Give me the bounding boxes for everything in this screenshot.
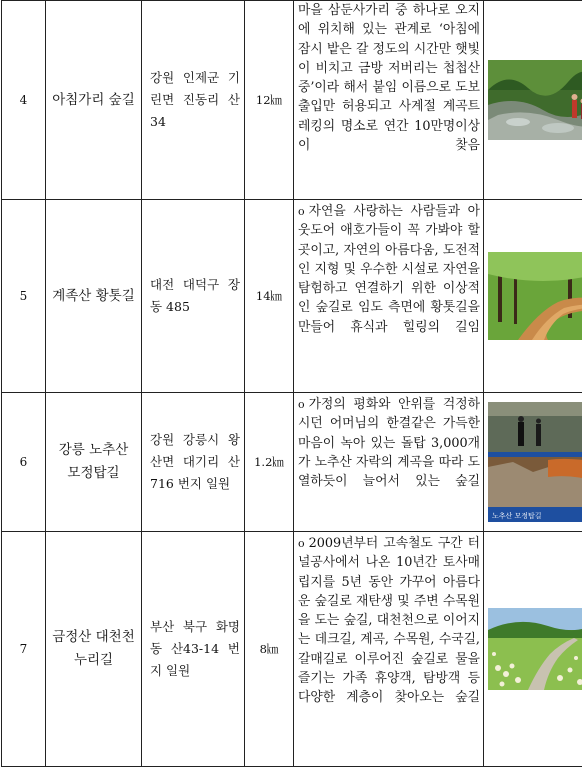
trail-address: 대전 대덕구 장동 485 bbox=[142, 200, 245, 393]
forest-valley-hikers-photo bbox=[484, 1, 582, 200]
trail-address: 강원 인제군 기린면 진동리 산 34 bbox=[142, 1, 245, 200]
trail-table bbox=[1, 0, 582, 767]
trail-description-text: 가정의 평화와 안위를 걱정하시던 어머님의 한결같은 가득한 마음이 녹아 있는 돌탑 3,000개가 노추산 자락의 계곡을 따라 도열하듯이 늘어서 있는 숲길 bbox=[298, 397, 480, 490]
trail-description-text: 마을 삼둔사가리 중 하나로 오지에 위치해 있는 관계로 ‘아침에 잠시 밭은 갈 정도의 시간만 햇빛이 비치고 금방 저버리는 첩첩산중’이라 해서 붙임 이름으로 도보출입만 허용되고 사계절 계곡트레킹의 명소로 연간 10만명이상이 찾음 bbox=[298, 3, 480, 154]
trail-length: 14㎞ bbox=[245, 200, 294, 393]
table-row bbox=[2, 200, 582, 393]
trail-description bbox=[294, 393, 484, 532]
trail-length: 1.2㎞ bbox=[245, 393, 294, 532]
trail-description-text: 2009년부터 고속철도 구간 터널공사에서 나온 10년간 토사매립지를 5년 동안 가꾸어 아름다운 숲길로 재탄생 및 주변 수목원을 도는 숲길, 대천천으로 이어지는 데크길, 계곡, 수목원, 수국길, 갈매길로 이루어진 숲길로 물을 즐기는 가족 휴양객, 탐방객 등 다양한 계층이 찾아오는 숲길 bbox=[298, 536, 480, 706]
flower-garden-trail-photo bbox=[484, 532, 582, 767]
table-row bbox=[2, 532, 582, 767]
bullet-mark: o bbox=[298, 398, 305, 411]
trail-address: 부산 북구 화명동 산43-14 번지 일원 bbox=[142, 532, 245, 767]
row-number: 5 bbox=[2, 200, 46, 393]
trail-name: 계족산 황톳길 bbox=[46, 200, 142, 393]
bullet-mark: o bbox=[298, 205, 305, 218]
row-number: 7 bbox=[2, 532, 46, 767]
trail-description bbox=[294, 1, 484, 200]
table-row bbox=[2, 1, 582, 200]
trail-description-text: 자연을 사랑하는 사람들과 아웃도어 애호가들이 꼭 가봐야 할 곳이고, 자연의 아름다움, 도전적인 지형 및 우수한 시설로 자연을 탐험하고 연결하기 위한 이상적인 숲길로 임도 측면에 황톳길을 만들어 휴식과 힐링의 길임 bbox=[298, 204, 480, 335]
stone-tower-news-photo bbox=[484, 393, 582, 532]
table-row bbox=[2, 393, 582, 532]
red-clay-forest-path-photo bbox=[484, 200, 582, 393]
trail-description bbox=[294, 200, 484, 393]
trail-name: 강릉 노추산 모정탑길 bbox=[46, 393, 142, 532]
bullet-mark: o bbox=[298, 537, 305, 550]
trail-address: 강원 강릉시 왕산면 대기리 산716 번지 일원 bbox=[142, 393, 245, 532]
trail-length: 12㎞ bbox=[245, 1, 294, 200]
trail-description bbox=[294, 532, 484, 767]
photo-caption: 노추산 모정탑길 bbox=[492, 512, 542, 520]
row-number: 6 bbox=[2, 393, 46, 532]
trail-name: 금정산 대천천 누리길 bbox=[46, 532, 142, 767]
row-number: 4 bbox=[2, 1, 46, 200]
trail-length: 8㎞ bbox=[245, 532, 294, 767]
trail-name: 아침가리 숲길 bbox=[46, 1, 142, 200]
